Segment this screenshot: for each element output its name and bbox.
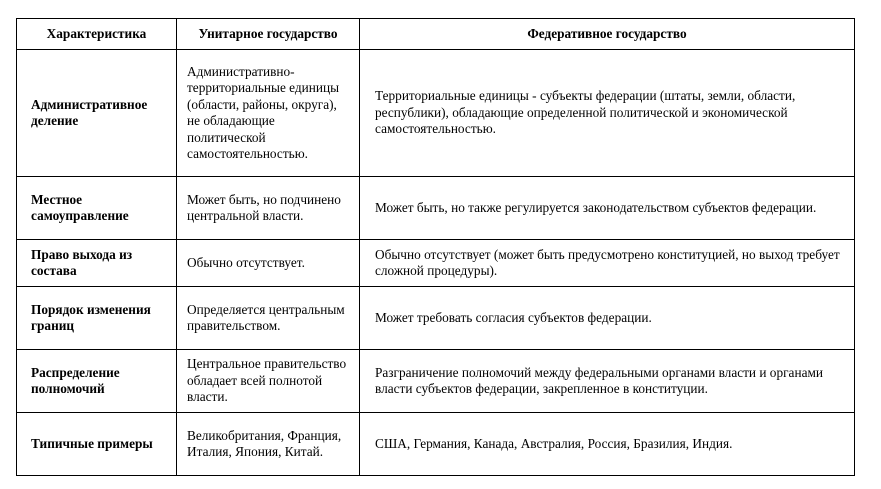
row-federal: Может требовать согласия субъектов федерации. [360, 287, 855, 350]
header-characteristic: Характеристика [17, 19, 177, 50]
row-unitary: Центральное правительство обладает всей полнотой власти. [177, 350, 360, 413]
header-row [17, 19, 855, 50]
table-row [17, 50, 855, 177]
row-unitary: Определяется центральным правительством. [177, 287, 360, 350]
header-unitary-state: Унитарное государство [177, 19, 360, 50]
row-federal: Обычно отсутствует (может быть предусмотрено конституцией, но выход требует сложной процедуры). [360, 240, 855, 287]
row-feature: Распределение полномочий [17, 350, 177, 413]
table-header [17, 19, 855, 50]
row-unitary: Обычно отсутствует. [177, 240, 360, 287]
row-federal: Разграничение полномочий между федеральными органами власти и органами власти субъектов федерации, закрепленное в конституции. [360, 350, 855, 413]
row-feature: Местное самоуправление [17, 177, 177, 240]
row-feature: Порядок изменения границ [17, 287, 177, 350]
row-feature: Право выхода из состава [17, 240, 177, 287]
table-row [17, 350, 855, 413]
table-row [17, 287, 855, 350]
row-unitary: Великобритания, Франция, Италия, Япония, Китай. [177, 413, 360, 476]
row-feature: Типичные примеры [17, 413, 177, 476]
row-feature: Административное деление [17, 50, 177, 177]
row-federal: Может быть, но также регулируется законодательством субъектов федерации. [360, 177, 855, 240]
table-row [17, 413, 855, 476]
header-federal-state: Федеративное государство [360, 19, 855, 50]
table-row [17, 240, 855, 287]
row-federal: США, Германия, Канада, Австралия, Россия, Бразилия, Индия. [360, 413, 855, 476]
row-unitary: Административно-территориальные единицы (области, районы, округа), не обладающие политической самостоятельностью. [177, 50, 360, 177]
row-unitary: Может быть, но подчинено центральной власти. [177, 177, 360, 240]
table-row [17, 177, 855, 240]
table-body [17, 50, 855, 476]
comparison-table [16, 18, 855, 476]
row-federal: Территориальные единицы - субъекты федерации (штаты, земли, области, республики), обладающие определенной политической и экономической самостоятельностью. [360, 50, 855, 177]
